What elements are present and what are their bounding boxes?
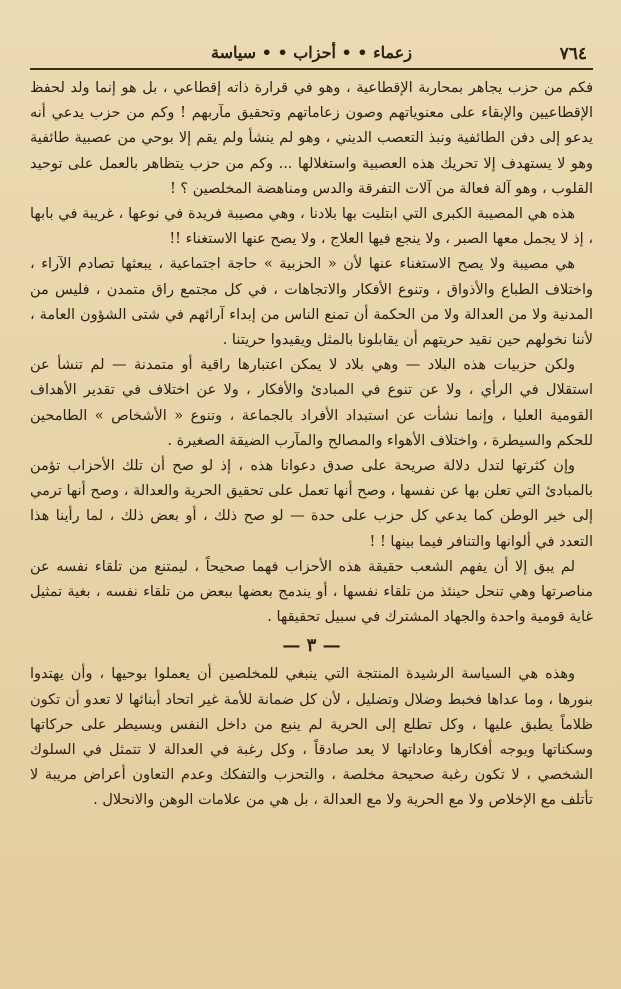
- paragraph: فكم من حزب يجاهر بمحاربة الإقطاعية ، وهو في قرارة ذاته إقطاعي ، بل هو إنما ولد لحفظ الإقطاعيين والإبقاء على معنوياتهم وصون زعاماتهم وتحقيق مآربهم ! وكم من حزب يدعي أنه يدعو إلى دفن الطائفية ونبذ التعصب الديني ، وهو لم ينشأ ولم يقم إلا بوحي من عصبية طائفية وهو لا يستهدف إلا تحريك هذه العصبية واستغلالها ... وكم من حزب يتظاهر بالعمل على توحيد القلوب ، وهو آلة فعالة من آلات التفرقة والدس ومناهضة المخلصين ؟ !: [30, 80, 593, 197]
- section-number: — ٣ —: [282, 635, 341, 657]
- paragraph: هي مصيبة ولا يصح الاستغناء عنها لأن « الحزبية » حاجة اجتماعية ، يبعثها تصادم الآراء ، واختلاف الطباع والأذواق ، وتنوع الأفكار والاتجاهات ، في كل مجتمع راق متمدن ، فليس من المدنية ولا من العدالة ولا من الحكمة أن تمنع الناس من إبداء آرائهم في شتى الشؤون العامة ، لأننا نخولهم حين نقيد حريتهم أن يقابلونا بالمثل ويقيدوا حريتنا .: [30, 256, 593, 349]
- paragraph: ولكن حزبيات هذه البلاد — وهي بلاد لا يمكن اعتبارها راقية أو متمدنة — لم تنشأ عن استقلال في الرأي ، ولا عن تنوع في المبادئ والأفكار ، ولا عن اختلاف في تقدير الأهداف القومية العليا ، وإنما نشأت عن استبداد الأفراد بالجماعة ، وتنوع « الأشخاص » الطامحين للحكم والسيطرة ، واختلاف الأهواء والمصالح والمآرب الضيقة الصغيرة .: [30, 357, 593, 449]
- page-header: [30, 30, 593, 66]
- header-rule: [30, 68, 593, 70]
- paragraph: وإن كثرتها لتدل دلالة صريحة على صدق دعوانا هذه ، إذ لو صح أن تلك الأحزاب تؤمن بالمبادئ التي تعلن بها عن نفسها ، وصح أنها تعمل على تحقيق الحرية والعدالة ، وصح أنها ترمي إلى خير الوطن كما يدعي كل حزب على حدة — لو صح ذلك ، أو بعض ذلك ، لما رأينا هذا التعدد في ألوانها والتنافر فيما بينها ! !: [30, 458, 593, 550]
- page-number: ٧٦٤: [559, 44, 587, 64]
- paragraph: وهذه هي السياسة الرشيدة المنتجة التي ينبغي للمخلصين أن يعملوا بوحيها ، وأن يهتدوا بنورها ، وما عداها فخبط وضلال وتضليل ، لأن كل ضمانة للأمة غير اتحاد أبنائها لا تعدو أن تكون ظلاماً يطبق عليها ، وكل تطلع إلى الحرية لم ينبع من داخل النفس ويسيطر على حركاتها وسكناتها ويوجه أفكارها وعاداتها لا يعد صادقاً ، وكل رغبة في العدالة لا تتمثل في السلوك الشخصي ، لا تكون رغبة صحيحة مخلصة ، والتحزب والتفكك وعدم التعاون أعراض مريبة لا تأتلف مع الإخلاص ولا مع الحرية ولا مع العدالة ، بل هي من علامات الوهن والانحلال .: [30, 666, 593, 809]
- paragraph: لم يبق إلا أن يفهم الشعب حقيقة هذه الأحزاب فهما صحيحاً ، ليمتنع من تلقاء نفسه عن مناصرتها وهي تنحل حينئذ من تلقاء نفسها ، أو يندمج بعضها ببعض من تلقاء نفسه ، بغية تمثيل غاية قومية واحدة والجهاد المشترك في سبيل تحقيقها .: [30, 558, 593, 626]
- paragraph: هذه هي المصيبة الكبرى التي ابتليت بها بلادنا ، وهي مصيبة فريدة في نوعها ، غريبة في بابها ، إذ لا يجمل معها الصبر ، ولا ينجع فيها العلاج ، ولا يصح عنها الاستغناء !!: [30, 206, 593, 248]
- running-title: زعماء • • أحزاب • • سياسة: [210, 43, 412, 62]
- page-body: [30, 76, 593, 814]
